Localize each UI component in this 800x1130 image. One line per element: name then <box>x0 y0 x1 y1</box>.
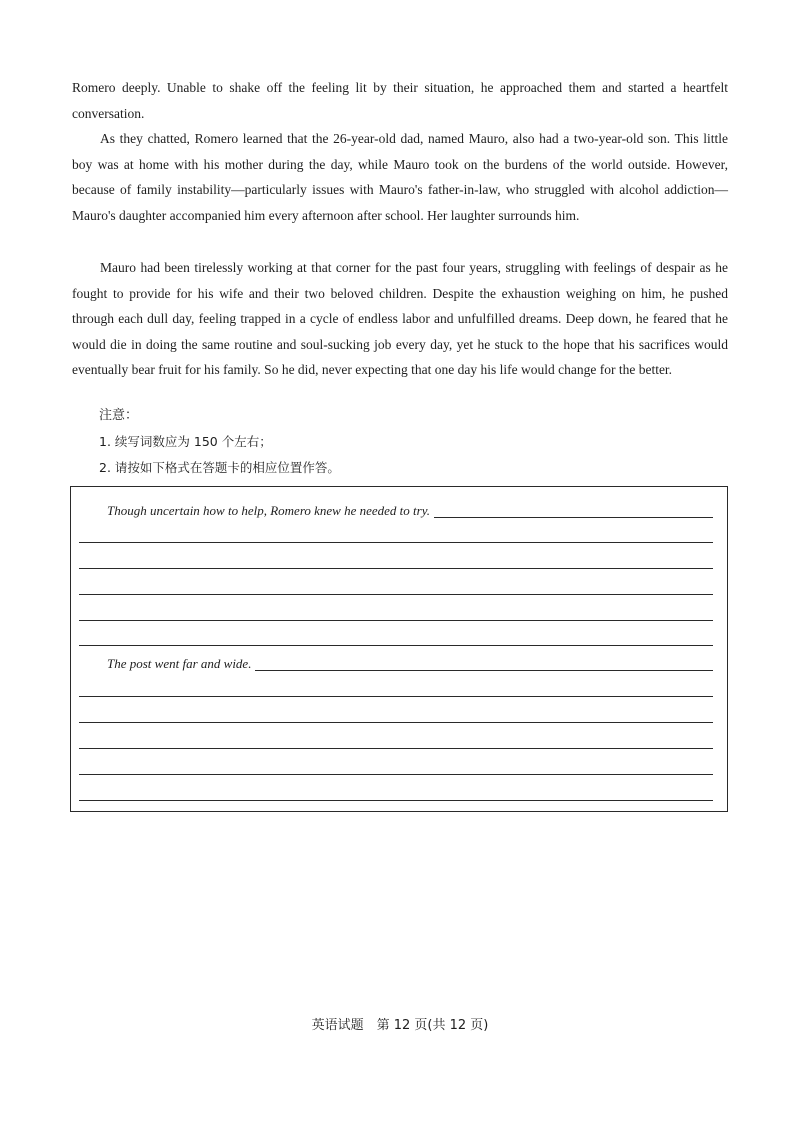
writing-line[interactable] <box>79 696 713 697</box>
page-footer: 英语试题 第 12 页(共 12 页) <box>311 1018 489 1033</box>
answer-box <box>70 486 728 812</box>
note-item-2: 2. 请按如下格式在答题卡的相应位置作答。 <box>99 460 340 475</box>
writing-line[interactable] <box>79 568 713 569</box>
writing-line[interactable] <box>79 722 713 723</box>
continuation-prompt-2: The post went far and wide. <box>107 656 252 671</box>
writing-line[interactable] <box>79 748 713 749</box>
note-item-1: 1. 续写词数应为 150 个左右； <box>99 434 272 449</box>
writing-line[interactable] <box>79 774 713 775</box>
writing-line[interactable] <box>79 645 713 646</box>
writing-line[interactable] <box>434 517 713 518</box>
writing-line[interactable] <box>79 542 713 543</box>
prompt-line-2 <box>107 650 713 674</box>
writing-line[interactable] <box>79 800 713 801</box>
prompt-line-1 <box>107 497 713 521</box>
writing-line[interactable] <box>255 670 713 671</box>
passage-paragraph-2: As they chatted, Romero learned that the 26-year-old dad, named Mauro, also had a two-year-old son. This little boy was at home with his mother during the day, while Mauro took on the burdens of the world outside. However, because of family instability—particularly issues with Mauro's father-in-law, who struggled with alcohol addiction—Mauro's daughter accompanied him every afternoon after school. Her laughter surrounds him. <box>72 131 728 223</box>
writing-line[interactable] <box>79 594 713 595</box>
continuation-prompt-1: Though uncertain how to help, Romero knew he needed to try. <box>107 503 431 518</box>
passage-paragraph-1: Romero deeply. Unable to shake off the feeling lit by their situation, he approached them and started a heartfelt conversation. <box>72 80 728 121</box>
writing-line[interactable] <box>79 620 713 621</box>
passage-paragraph-3: Mauro had been tirelessly working at that corner for the past four years, struggling with feelings of despair as he fought to provide for his wife and their two beloved children. Despite the exhaustion weighing on him, he pushed through each dull day, feeling trapped in a cycle of endless labor and unfulfilled dreams. Deep down, he feared that he would die in doing the same routine and soul-sucking job every day, yet he stuck to the hope that his sacrifices would eventually bear fruit for his family. So he did, never expecting that one day his life would change for the better. <box>72 260 728 377</box>
notes-title: 注意： <box>99 408 139 423</box>
